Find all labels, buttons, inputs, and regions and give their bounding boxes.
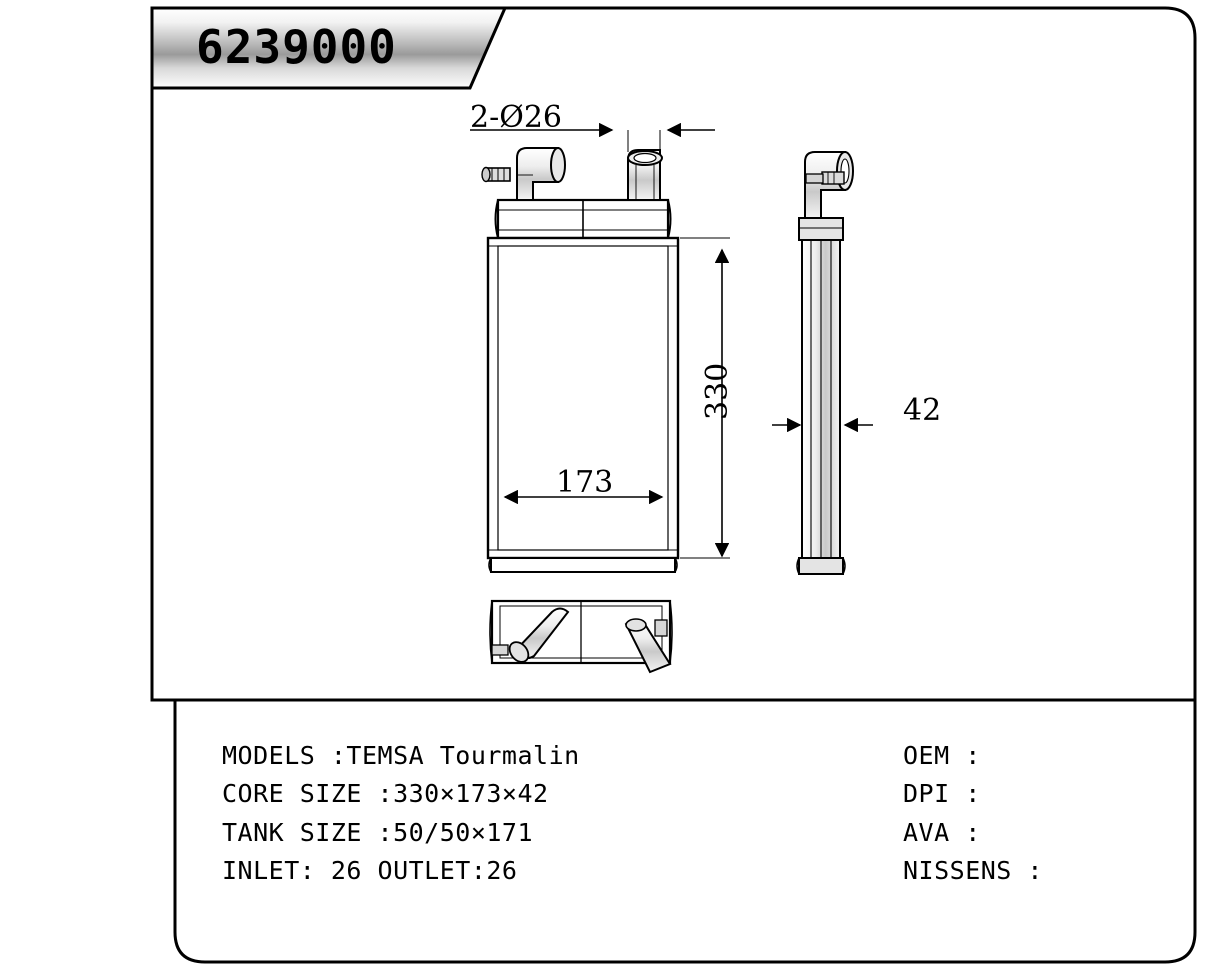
spec-inlet-outlet: INLET: 26 OUTLET:26 bbox=[222, 856, 518, 885]
inlet-port-front bbox=[482, 148, 565, 200]
spec-models: MODELS :TEMSA Tourmalin bbox=[222, 741, 580, 770]
spec-core-size: CORE SIZE :330×173×42 bbox=[222, 779, 549, 808]
depth-dimension-label: 42 bbox=[903, 393, 942, 428]
side-view bbox=[772, 152, 873, 574]
top-view bbox=[490, 601, 672, 672]
height-dimension-label: 330 bbox=[700, 362, 735, 420]
ports-dimension-label: 2-Ø26 bbox=[470, 100, 562, 135]
front-view bbox=[470, 130, 730, 572]
width-dimension-label: 173 bbox=[556, 465, 614, 500]
part-number: 6239000 bbox=[196, 20, 397, 74]
port-side-view bbox=[805, 152, 853, 218]
spec-nissens: NISSENS : bbox=[903, 856, 1043, 885]
spec-ava: AVA : bbox=[903, 818, 981, 847]
spec-oem: OEM : bbox=[903, 741, 981, 770]
outlet-port-front bbox=[628, 150, 662, 200]
spec-dpi: DPI : bbox=[903, 779, 981, 808]
spec-tank-size: TANK SIZE :50/50×171 bbox=[222, 818, 534, 847]
